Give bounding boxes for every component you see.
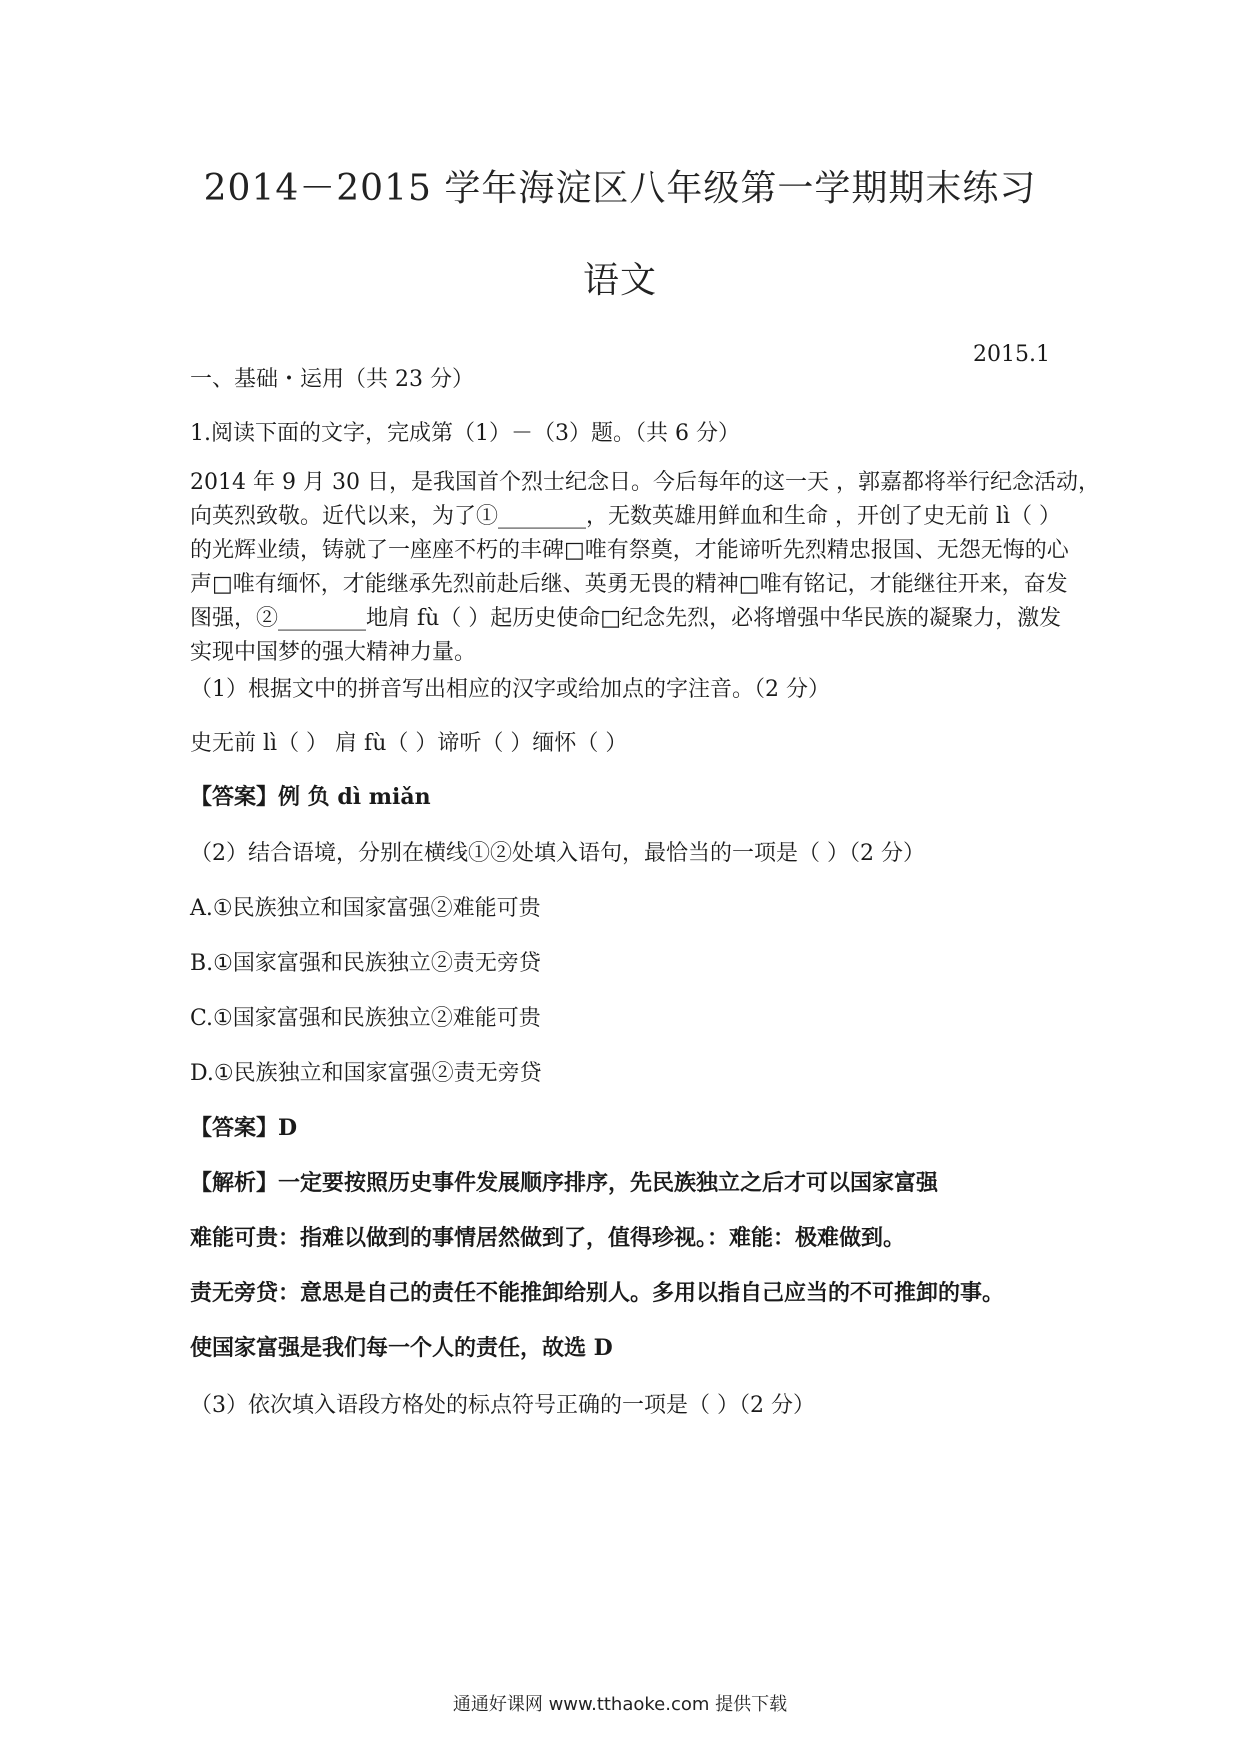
exam-date: 2015.1 [973, 342, 1050, 367]
option-c: C.①国家富强和民族独立②难能可贵 [190, 1006, 541, 1031]
sub-question-2: （2）结合语境，分别在横线①②处填入语句，最恰当的一项是（ ）（2 分） [190, 841, 925, 866]
passage-line: 向英烈致敬。近代以来，为了①________，无数英雄用鲜血和生命 ，开创了史无前 lì（ ） [190, 504, 1062, 529]
question-1-intro: 1.阅读下面的文字，完成第（1）－（3）题。（共 6 分） [190, 421, 740, 446]
page-title: 2014－2015 学年海淀区八年级第一学期期末练习 [203, 168, 1037, 209]
analysis-line: 责无旁贷：意思是自己的责任不能推卸给别人。多用以指自己应当的不可推卸的事。 [190, 1280, 1005, 1306]
subject-title: 语文 [582, 260, 657, 301]
option-a: A.①民族独立和国家富强②难能可贵 [190, 896, 541, 921]
sub-question-3: （3）依次填入语段方格处的标点符号正确的一项是（ ）（2 分） [190, 1393, 815, 1418]
analysis-line: 【解析】一定要按照历史事件发展顺序排序，先民族独立之后才可以国家富强 [190, 1170, 939, 1196]
passage-line: 的光辉业绩，铸就了一座座不朽的丰碑□唯有祭奠，才能谛听先烈精忠报国、无怨无悔的心 [190, 538, 1069, 563]
reading-passage [190, 466, 1100, 670]
sub-question-1: （1）根据文中的拼音写出相应的汉字或给加点的字注音。（2 分） [190, 677, 830, 702]
analysis-line: 难能可贵：指难以做到的事情居然做到了，值得珍视。：难能：极难做到。 [190, 1225, 906, 1251]
passage-line: 实现中国梦的强大精神力量。 [190, 640, 477, 665]
sub-question-1-answer: 【答案】例 负 dì miǎn [190, 784, 431, 810]
footer-watermark: 通通好课网 www.tthaoke.com 提供下载 [452, 1694, 788, 1715]
analysis-line: 使国家富强是我们每一个人的责任，故选 D [190, 1335, 613, 1361]
passage-line: 图强，②________地肩 fù（ ）起历史使命□纪念先烈，必将增强中华民族的凝聚力，激发 [190, 606, 1062, 631]
sub-question-1-items: 史无前 lì（ ） 肩 fù（ ）谛听（ ）缅怀（ ） [190, 731, 628, 756]
option-d: D.①民族独立和国家富强②责无旁贷 [190, 1061, 542, 1086]
section-heading: 一、基础・运用（共 23 分） [190, 367, 474, 392]
passage-line: 2014 年 9 月 30 日，是我国首个烈士纪念日。今后每年的这一天 ，郭嘉都将举行纪念活动， [190, 470, 1100, 495]
option-b: B.①国家富强和民族独立②责无旁贷 [190, 951, 541, 976]
sub-question-2-answer: 【答案】D [190, 1115, 298, 1141]
passage-line: 声□唯有缅怀，才能继承先烈前赴后继、英勇无畏的精神□唯有铭记，才能继往开来，奋发 [190, 572, 1068, 597]
